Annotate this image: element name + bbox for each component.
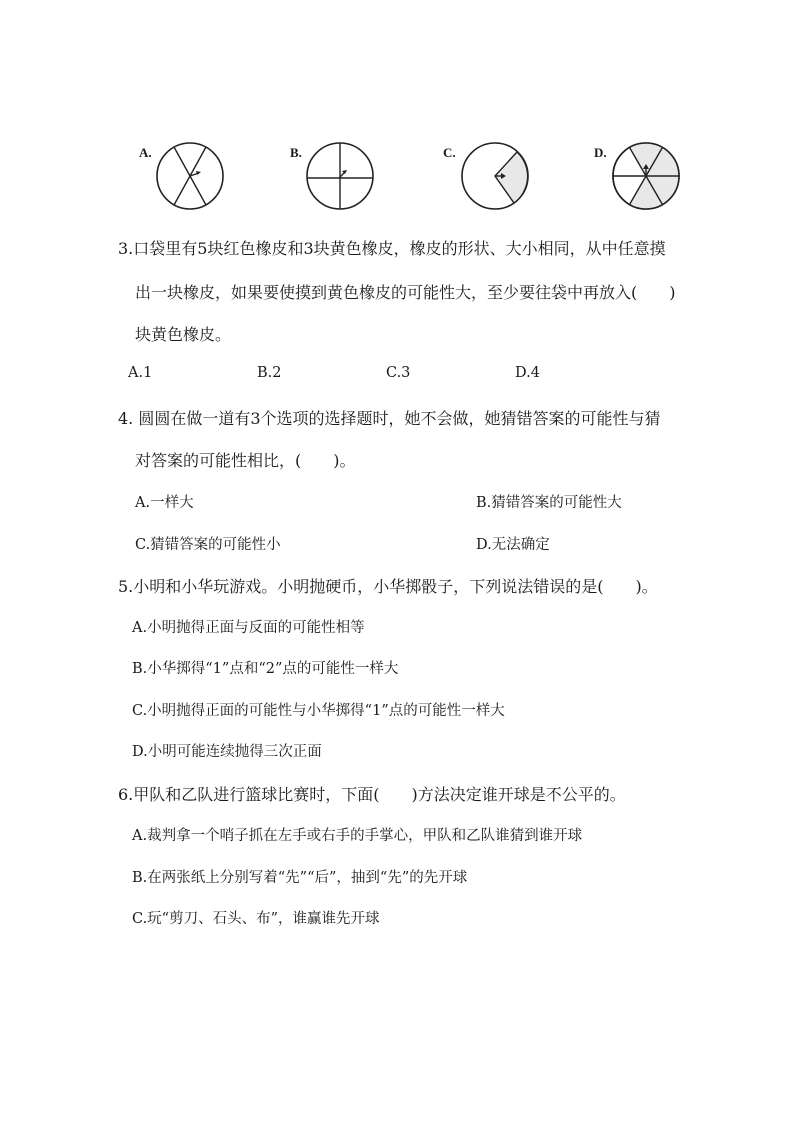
question-6-option-a[interactable]: A.裁判拿一个哨子抓在左手或右手的手掌心，甲队和乙队谁猜到谁开球 bbox=[132, 828, 583, 844]
question-3-option-d[interactable]: D.4 bbox=[515, 365, 540, 381]
question-6-option-b[interactable]: B.在两张纸上分别写着“先”“后”，抽到“先”的先开球 bbox=[132, 870, 468, 886]
question-5-line-1: 5.小明和小华玩游戏。小明抛硬币，小华掷骰子，下列说法错误的是( )。 bbox=[118, 577, 658, 596]
figure-label-c: C. bbox=[443, 145, 456, 160]
question-5-option-b[interactable]: B.小华掷得“1”点和“2”点的可能性一样大 bbox=[132, 661, 399, 677]
question-4-option-d[interactable]: D.无法确定 bbox=[476, 537, 550, 553]
question-4-option-a[interactable]: A.一样大 bbox=[135, 495, 194, 511]
question-4-line-1: 4. 圆圆在做一道有3个选项的选择题时，她不会做，她猜错答案的可能性与猜 bbox=[118, 409, 661, 428]
question-3-option-a[interactable]: A.1 bbox=[128, 365, 153, 381]
question-6-option-c[interactable]: C.玩“剪刀、石头、布”，谁赢谁先开球 bbox=[132, 911, 380, 927]
question-4-option-b[interactable]: B.猜错答案的可能性大 bbox=[476, 495, 622, 511]
figure-label-b: B. bbox=[290, 145, 302, 160]
question-3-option-c[interactable]: C.3 bbox=[386, 365, 411, 381]
spinner-d-icon bbox=[610, 140, 682, 212]
question-3-line-3: 块黄色橡皮。 bbox=[135, 325, 232, 344]
question-5-option-d[interactable]: D.小明可能连续抛得三次正面 bbox=[132, 744, 322, 760]
question-4-option-c[interactable]: C.猜错答案的可能性小 bbox=[135, 537, 281, 553]
figure-label-d: D. bbox=[594, 145, 607, 160]
figure-label-a: A. bbox=[139, 145, 152, 160]
question-3-line-2: 出一块橡皮，如果要使摸到黄色橡皮的可能性大，至少要往袋中再放入( ) bbox=[135, 283, 676, 302]
question-3-option-b[interactable]: B.2 bbox=[257, 365, 282, 381]
question-6-line-1: 6.甲队和乙队进行篮球比赛时，下面( )方法决定谁开球是不公平的。 bbox=[118, 785, 626, 804]
question-5-option-c[interactable]: C.小明抛得正面的可能性与小华掷得“1”点的可能性一样大 bbox=[132, 703, 505, 719]
spinner-c-icon bbox=[459, 140, 531, 212]
spinner-a-icon bbox=[154, 140, 226, 212]
question-3-line-1: 3.口袋里有5块红色橡皮和3块黄色橡皮，橡皮的形状、大小相同，从中任意摸 bbox=[118, 239, 666, 258]
question-5-option-a[interactable]: A.小明抛得正面与反面的可能性相等 bbox=[132, 620, 365, 636]
question-4-line-2: 对答案的可能性相比，( )。 bbox=[135, 451, 356, 470]
spinner-b-icon bbox=[304, 140, 376, 212]
